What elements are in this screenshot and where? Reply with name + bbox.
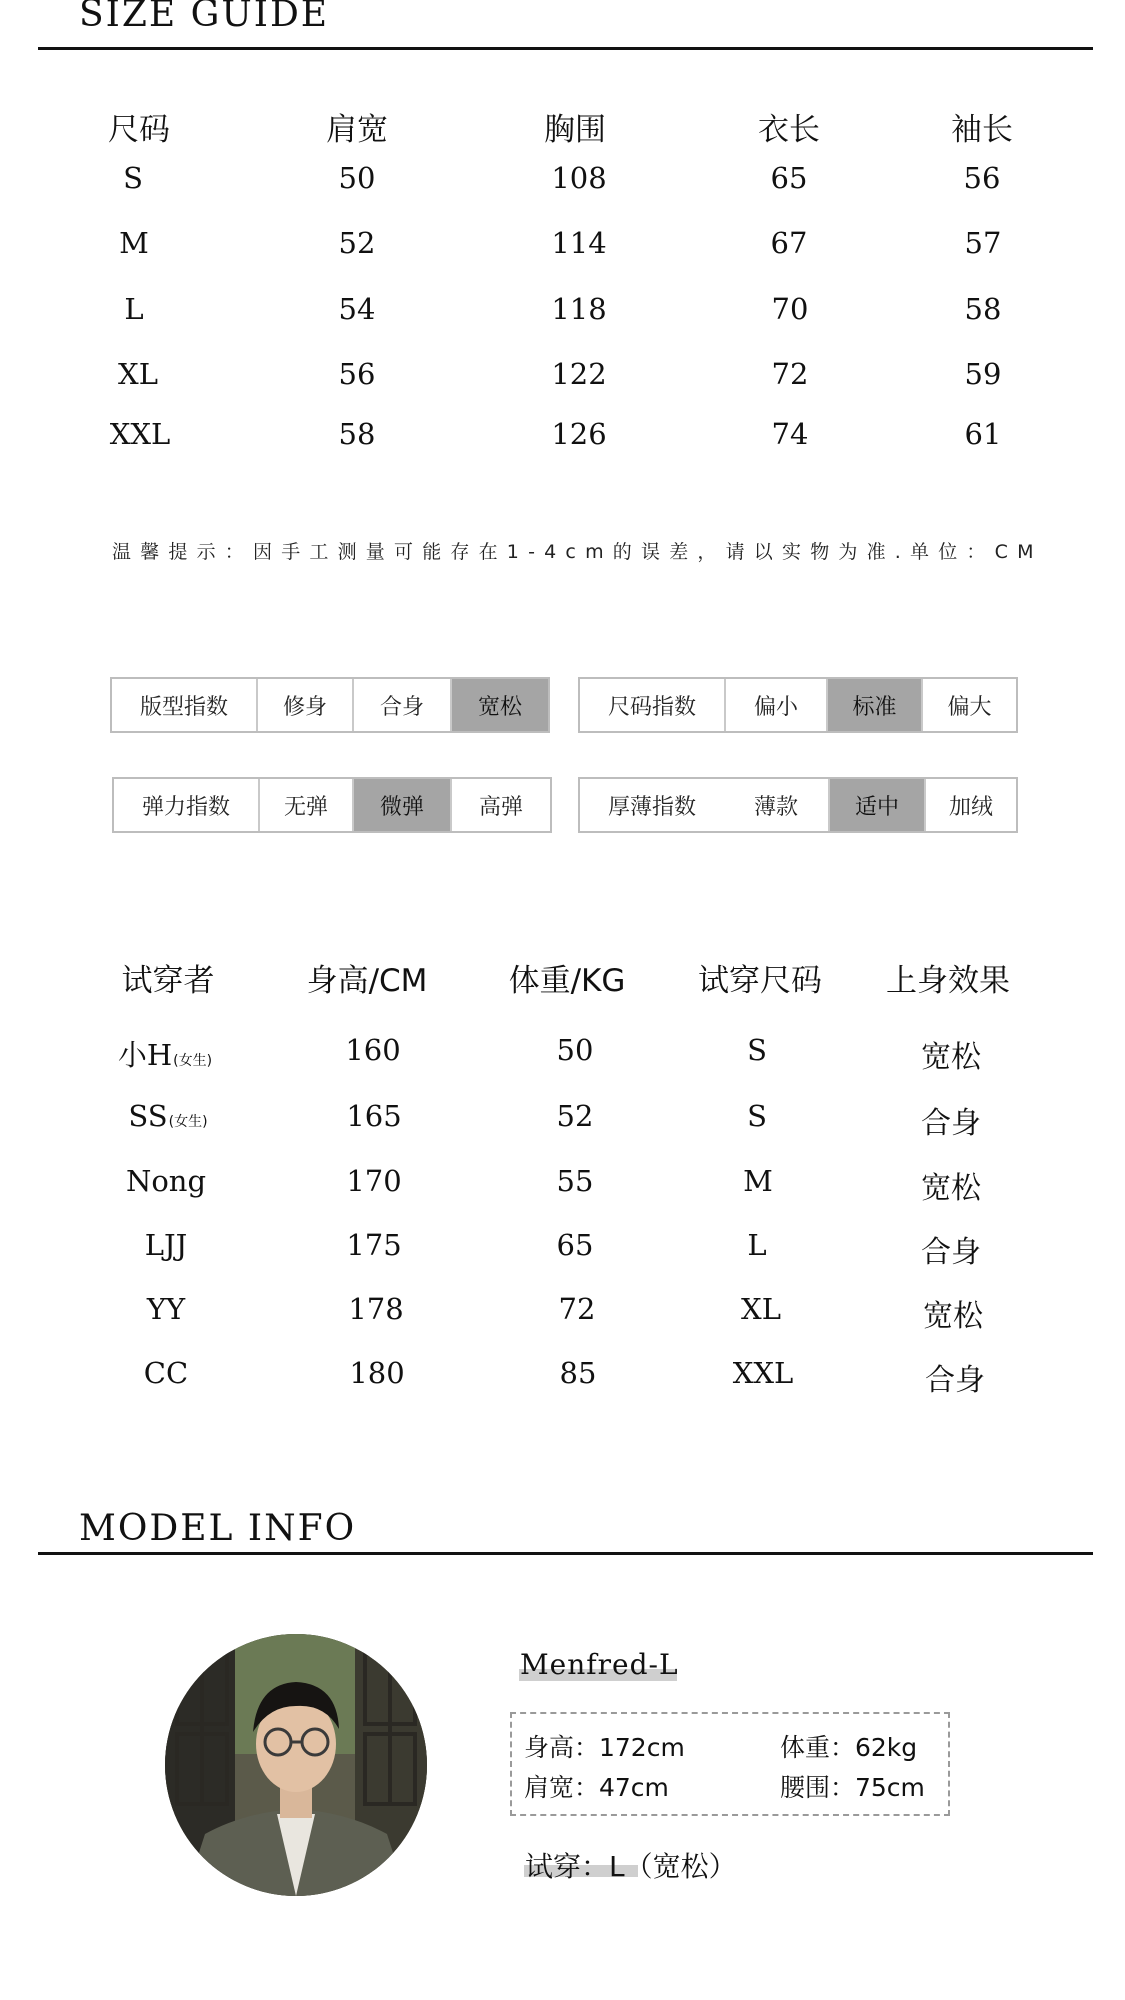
table-cell: 65 bbox=[770, 161, 808, 195]
table-cell: 55 bbox=[556, 1164, 594, 1198]
table-cell: 合身 bbox=[921, 1235, 981, 1270]
table-cell: 宽松 bbox=[923, 1299, 983, 1334]
fit-option-regular[interactable]: 合身 bbox=[352, 679, 450, 731]
table-row bbox=[73, 1099, 263, 1133]
thickness-option-medium[interactable]: 适中 bbox=[828, 779, 924, 831]
table-cell: S bbox=[747, 1099, 767, 1133]
measurement-notice: 温馨提示：因手工测量可能存在1-4cm的误差，请以实物为准.单位：CM bbox=[112, 541, 1043, 563]
table-row bbox=[71, 1356, 261, 1390]
table-cell: M bbox=[743, 1164, 773, 1198]
tester-name: YY bbox=[146, 1292, 186, 1326]
model-weight: 体重：62kg bbox=[780, 1733, 918, 1762]
try-size-col-header: 试穿尺码 bbox=[698, 963, 822, 999]
table-cell: 178 bbox=[348, 1292, 404, 1326]
table-cell: S bbox=[123, 161, 143, 195]
table-row bbox=[71, 1164, 261, 1198]
tester-name: LJJ bbox=[144, 1228, 188, 1262]
fit-option-slim[interactable]: 修身 bbox=[256, 679, 352, 731]
thickness-index-label: 厚薄指数 bbox=[607, 794, 696, 820]
sleeve-col-header: 袖长 bbox=[951, 112, 1013, 148]
table-cell: 宽松 bbox=[921, 1040, 981, 1075]
length-col-header: 衣长 bbox=[758, 112, 820, 148]
size-option-small[interactable]: 偏小 bbox=[724, 679, 826, 731]
thickness-option-thin[interactable]: 薄款 bbox=[753, 794, 798, 820]
elasticity-index-bar bbox=[112, 777, 552, 833]
model-photo bbox=[165, 1634, 427, 1896]
model-name: Menfred-L bbox=[520, 1648, 679, 1681]
table-cell: 118 bbox=[551, 292, 607, 326]
table-cell: 56 bbox=[338, 357, 376, 391]
table-cell: 61 bbox=[964, 417, 1002, 451]
size-guide-divider bbox=[38, 47, 1093, 50]
table-cell: 72 bbox=[558, 1292, 596, 1326]
size-option-standard[interactable]: 标准 bbox=[826, 679, 921, 731]
table-cell: 合身 bbox=[921, 1106, 981, 1141]
fit-index-label: 版型指数 bbox=[139, 694, 228, 720]
thickness-index-bar bbox=[578, 777, 1018, 833]
table-cell: 170 bbox=[346, 1164, 402, 1198]
table-cell: 58 bbox=[338, 417, 376, 451]
model-waist: 腰围：75cm bbox=[780, 1773, 925, 1802]
table-cell: 165 bbox=[346, 1099, 402, 1133]
table-cell: S bbox=[747, 1033, 767, 1067]
table-cell: 56 bbox=[963, 161, 1001, 195]
size-option-large[interactable]: 偏大 bbox=[921, 679, 1016, 731]
table-cell: 57 bbox=[964, 226, 1002, 260]
table-cell: 54 bbox=[338, 292, 376, 326]
table-cell: 50 bbox=[556, 1033, 594, 1067]
elasticity-option-none[interactable]: 无弹 bbox=[258, 779, 352, 831]
tester-name: 小H bbox=[117, 1038, 173, 1072]
model-try-on: 试穿：L（宽松） bbox=[525, 1850, 737, 1883]
model-info-title: MODEL INFO bbox=[79, 1508, 357, 1549]
height-col-header: 身高/CM bbox=[306, 963, 428, 999]
table-cell: L bbox=[747, 1228, 767, 1262]
elasticity-index-label: 弹力指数 bbox=[141, 794, 230, 820]
table-cell: 85 bbox=[559, 1356, 597, 1390]
fit-option-loose[interactable]: 宽松 bbox=[450, 679, 548, 731]
model-stats-box bbox=[510, 1712, 950, 1816]
table-cell: 114 bbox=[551, 226, 607, 260]
model-shoulder: 肩宽：47cm bbox=[524, 1773, 669, 1802]
tester-tag: (女生) bbox=[173, 1053, 213, 1069]
elasticity-option-high[interactable]: 高弹 bbox=[450, 779, 550, 831]
size-col-header: 尺码 bbox=[108, 112, 170, 148]
thickness-option-fleece[interactable]: 加绒 bbox=[924, 779, 1016, 831]
tester-tag: (女生) bbox=[168, 1114, 208, 1130]
table-cell: 74 bbox=[771, 417, 809, 451]
tester-name: CC bbox=[143, 1356, 189, 1390]
shoulder-col-header: 肩宽 bbox=[326, 112, 388, 148]
model-avatar bbox=[165, 1634, 427, 1896]
elasticity-option-slight[interactable]: 微弹 bbox=[352, 779, 450, 831]
tester-name: SS bbox=[128, 1099, 168, 1133]
tester-name: Nong bbox=[125, 1164, 207, 1198]
table-cell: 160 bbox=[345, 1033, 401, 1067]
table-cell: 合身 bbox=[925, 1363, 985, 1398]
chest-col-header: 胸围 bbox=[544, 112, 606, 148]
table-cell: 59 bbox=[964, 357, 1002, 391]
table-cell: 108 bbox=[551, 161, 607, 195]
table-cell: 72 bbox=[771, 357, 809, 391]
size-index-label: 尺码指数 bbox=[607, 694, 696, 720]
table-cell: 175 bbox=[346, 1228, 402, 1262]
table-cell: XXL bbox=[109, 417, 171, 451]
fit-index-bar bbox=[110, 677, 550, 733]
weight-col-header: 体重/KG bbox=[508, 963, 626, 999]
table-cell: 122 bbox=[551, 357, 607, 391]
size-guide-title: SIZE GUIDE bbox=[79, 0, 330, 35]
table-cell: XXL bbox=[732, 1356, 794, 1390]
table-cell: XL bbox=[741, 1292, 781, 1326]
model-height: 身高：172cm bbox=[524, 1733, 685, 1762]
table-cell: 52 bbox=[556, 1099, 594, 1133]
table-cell: XL bbox=[118, 357, 158, 391]
size-index-bar bbox=[578, 677, 1018, 733]
table-cell: 52 bbox=[338, 226, 376, 260]
table-cell: M bbox=[119, 226, 149, 260]
table-cell: 50 bbox=[338, 161, 376, 195]
table-cell: 宽松 bbox=[921, 1171, 981, 1206]
table-row bbox=[70, 1033, 260, 1074]
table-cell: 58 bbox=[964, 292, 1002, 326]
table-cell: 67 bbox=[770, 226, 808, 260]
model-info-divider bbox=[38, 1552, 1093, 1555]
table-cell: 180 bbox=[349, 1356, 405, 1390]
tester-col-header: 试穿者 bbox=[121, 963, 215, 999]
table-cell: L bbox=[124, 292, 144, 326]
table-row bbox=[71, 1292, 261, 1326]
table-cell: 65 bbox=[556, 1228, 594, 1262]
table-row bbox=[71, 1228, 261, 1262]
fit-effect-col-header: 上身效果 bbox=[886, 963, 1010, 999]
table-cell: 70 bbox=[771, 292, 809, 326]
table-cell: 126 bbox=[551, 417, 607, 451]
